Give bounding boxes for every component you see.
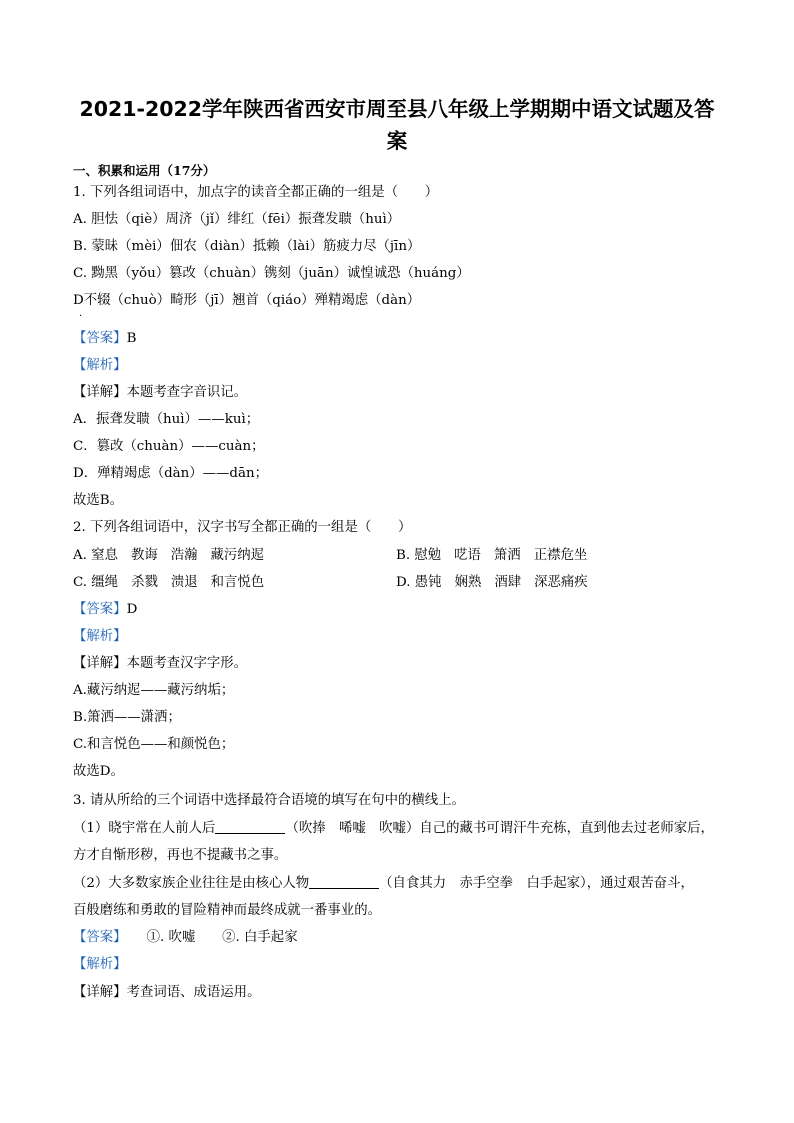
q1-answer — [73, 329, 136, 349]
section-heading: 一、积累和运用（17分） — [73, 163, 216, 178]
option-word: 溃退 — [170, 575, 198, 590]
sentence-part: （自食其力 赤手空拳 白手起家），通过艰苦奋斗， — [379, 876, 694, 891]
q3-sentence-1-cont: 方才自惭形秽，再也不提藏书之事。 — [73, 848, 288, 863]
sentence-part: （吹捧 唏嘘 吹嘘）自己的藏书可谓汗牛充栋，直到他去过老师家后， — [285, 821, 714, 836]
q3-detail — [73, 983, 260, 1003]
answer-tag: 【答案】 — [73, 602, 127, 617]
q1-option-a: A. 胆怯（qiè）周济（jǐ）绯红（fēi）振聋发聩（huì） — [73, 212, 401, 227]
q2-answer — [73, 600, 137, 620]
option-word: 藏污纳迡 — [210, 548, 265, 563]
q1-stem: 1. 下列各组词语中，加点字的读音全都正确的一组是（ ） — [73, 185, 439, 200]
q3-sentence-2-cont: 百般磨练和勇敢的冒险精神而最终成就一番事业的。 — [73, 903, 381, 918]
option-word: 和言悦色 — [210, 575, 265, 590]
answer-value: ①. 吹嘘 ②. 白手起家 — [119, 930, 298, 945]
answer-tag: 【答案】 — [73, 930, 120, 945]
answer-value: D — [126, 602, 138, 617]
answer-value: B — [126, 331, 137, 346]
document-title — [70, 93, 724, 157]
q1-explain-line: D．殚精竭虑（dàn）——dān； — [73, 466, 269, 481]
detail-text: 本题考查汉字字形。 — [126, 656, 248, 671]
fill-blank — [309, 874, 379, 889]
option-word: C. 缰绳 — [73, 575, 119, 590]
q3-stem: 3. 请从所给的三个词语中选择最符合语境的填写在句中的横线上。 — [73, 793, 465, 808]
option-word: 浩瀚 — [170, 548, 198, 563]
detail-text: 考查词语、成语运用。 — [126, 985, 261, 1000]
q3-sentence-2 — [73, 874, 694, 894]
option-word: D. 愚钝 — [396, 575, 442, 590]
detail-tag: 【详解】 — [73, 985, 127, 1000]
q2-stem: 2. 下列各组词语中，汉字书写全都正确的一组是（ ） — [73, 520, 412, 535]
option-word: 正襟危坐 — [533, 548, 588, 563]
stray-mark: · — [79, 311, 83, 322]
q1-explain-line: A．振聋发聩（huì）——kuì； — [73, 412, 260, 427]
q1-analysis-tag: 【解析】 — [73, 358, 127, 373]
option-word: 娴熟 — [454, 575, 482, 590]
option-word: 箫洒 — [493, 548, 521, 563]
title-line-2: 案 — [386, 129, 408, 153]
q1-detail — [73, 383, 247, 403]
detail-text: 本题考查字音识记。 — [126, 385, 248, 400]
q2-option-d — [396, 573, 601, 593]
q2-conclusion: 故选D。 — [73, 764, 124, 779]
option-word: 教诲 — [130, 548, 158, 563]
option-word: 呓语 — [454, 548, 481, 563]
title-line-1: 2021-2022学年陕西省西安市周至县八年级上学期期中语文试题及答 — [79, 97, 715, 121]
option-word: 深恶痛疾 — [534, 575, 588, 590]
q2-option-a — [73, 546, 277, 566]
q2-explain-line: C.和言悦色——和颜悦色； — [73, 737, 235, 752]
detail-tag: 【详解】 — [73, 385, 127, 400]
sentence-part: （1）晓宇常在人前人后 — [73, 821, 216, 836]
detail-tag: 【详解】 — [73, 656, 127, 671]
q2-option-b — [396, 546, 600, 566]
q1-explain-line: C．篡改（chuàn）——cuàn； — [73, 439, 265, 454]
option-word: 杀戮 — [131, 575, 158, 590]
q1-option-d: D不辍（chuò）畸形（jī）翘首（qiáo）殚精竭虑（dàn） — [73, 293, 421, 308]
fill-blank — [215, 819, 285, 834]
option-word: 酒肆 — [494, 575, 522, 590]
q1-option-b: B. 蒙昧（mèi）佃农（diàn）抵赖（lài）筋疲力尽（jīn） — [73, 239, 421, 254]
q3-sentence-1 — [73, 819, 714, 839]
sentence-part: （2）大多数家族企业往往是由核心人物 — [73, 876, 310, 891]
q3-answer — [73, 928, 298, 948]
q2-explain-line: A.藏污纳迡——藏污纳垢； — [73, 683, 235, 698]
answer-tag: 【答案】 — [73, 331, 127, 346]
q2-option-c — [73, 573, 277, 593]
q2-explain-line: B.箫洒——潇洒； — [73, 710, 181, 725]
q1-option-c: C. 黝黑（yǒu）篡改（chuàn）镌刻（juān）诚惶诚恐（huáng） — [73, 266, 470, 281]
q3-analysis-tag: 【解析】 — [73, 957, 127, 972]
q2-analysis-tag: 【解析】 — [73, 629, 127, 644]
q2-detail — [73, 654, 247, 674]
q1-conclusion: 故选B。 — [73, 493, 124, 508]
option-word: A. 窒息 — [73, 548, 118, 563]
option-word: B. 慰勉 — [396, 548, 442, 563]
